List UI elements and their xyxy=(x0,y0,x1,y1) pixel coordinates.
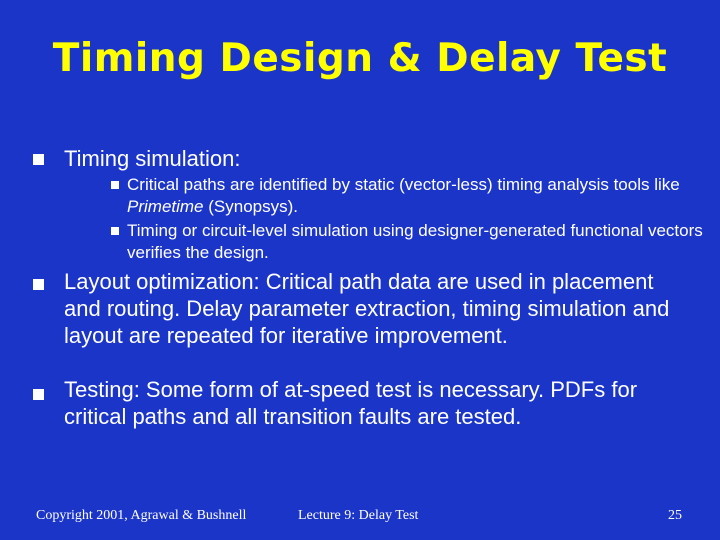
sub-bullet-timing-circuit xyxy=(127,220,712,264)
bullet-timing-simulation: Timing simulation: xyxy=(64,146,241,171)
bullet-testing: Testing: Some form of at-speed test is necessary. PDFs for critical paths and all transition faults are tested. xyxy=(64,377,638,429)
bullet-marker-icon xyxy=(33,389,44,400)
sub-bullet-text: Critical paths are identified by static (vector-less) timing analysis tools like xyxy=(127,175,680,194)
footer-copyright: Copyright 2001, Agrawal & Bushnell xyxy=(36,508,247,523)
bullet-layout-optimization: Layout optimization: Critical path data are used in placement and routing. Delay parameter extraction, timing simulation and layout are repeated for iterative improvement. xyxy=(64,269,670,348)
footer-lecture: Lecture 9: Delay Test xyxy=(298,508,419,523)
sub-bullet-marker-icon xyxy=(111,181,119,189)
sub-bullet-critical-paths xyxy=(127,174,707,218)
tool-name: Primetime xyxy=(127,197,204,216)
footer-page-number: 25 xyxy=(668,508,682,523)
bullet-marker-icon xyxy=(33,154,44,165)
sub-bullet-marker-icon xyxy=(111,227,119,235)
bullet-marker-icon xyxy=(33,279,44,290)
slide-title: Timing Design & Delay Test xyxy=(52,36,668,81)
sub-bullet-text-end: (Synopsys). xyxy=(203,197,298,216)
sub-bullet-text: Timing or circuit-level simulation using designer-generated functional vectors verifies the design. xyxy=(127,221,703,262)
